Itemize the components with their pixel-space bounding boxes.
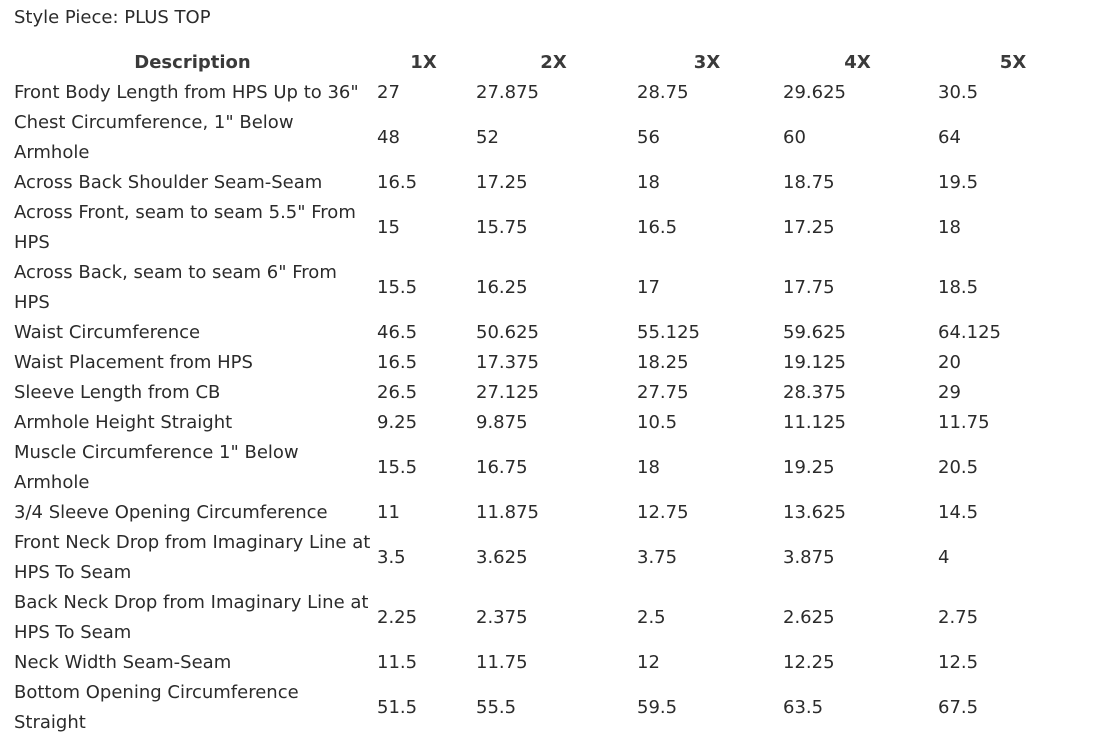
row-description: Waist Circumference bbox=[14, 322, 201, 343]
size-value-cell: 52 bbox=[476, 127, 499, 148]
size-value-cell: 20 bbox=[938, 352, 961, 373]
size-value-cell: 18 bbox=[938, 217, 961, 238]
size-value-cell: 2.625 bbox=[783, 607, 835, 628]
table-row bbox=[11, 438, 1091, 498]
size-value-cell: 67.5 bbox=[938, 697, 979, 718]
size-value-cell: 28.75 bbox=[637, 82, 689, 103]
row-description: Waist Placement from HPS bbox=[14, 352, 253, 373]
size-value-cell: 15.75 bbox=[476, 217, 528, 238]
size-value-cell: 18.5 bbox=[938, 277, 979, 298]
size-value-cell: 16.5 bbox=[637, 217, 678, 238]
size-value-cell: 9.875 bbox=[476, 412, 528, 433]
size-value-cell: 2.5 bbox=[637, 607, 666, 628]
size-value-cell: 55.125 bbox=[637, 322, 700, 343]
size-value-cell: 27.125 bbox=[476, 382, 539, 403]
table-row bbox=[11, 348, 1091, 378]
size-value-cell: 3.625 bbox=[476, 547, 528, 568]
row-description: Neck Width Seam-Seam bbox=[14, 652, 232, 673]
row-description: 3/4 Sleeve Opening Circumference bbox=[14, 502, 328, 523]
size-value-cell: 16.5 bbox=[377, 172, 418, 193]
size-value-cell: 17 bbox=[637, 277, 660, 298]
size-value-cell: 9.25 bbox=[377, 412, 418, 433]
size-value-cell: 55.5 bbox=[476, 697, 517, 718]
size-value-cell: 11.75 bbox=[476, 652, 528, 673]
size-value-cell: 4 bbox=[938, 547, 950, 568]
size-value-cell: 60 bbox=[783, 127, 806, 148]
table-row bbox=[11, 78, 1091, 108]
size-value-cell: 18.25 bbox=[637, 352, 689, 373]
size-value-cell: 15.5 bbox=[377, 457, 418, 478]
size-value-cell: 17.375 bbox=[476, 352, 539, 373]
row-description: Back Neck Drop from Imaginary Line at HPS To Seam bbox=[14, 592, 369, 643]
style-piece-title: Style Piece: PLUS TOP bbox=[14, 7, 211, 28]
size-value-cell: 3.875 bbox=[783, 547, 835, 568]
row-description: Front Neck Drop from Imaginary Line at HPS To Seam bbox=[14, 532, 371, 583]
size-value-cell: 10.5 bbox=[637, 412, 678, 433]
size-value-cell: 12.5 bbox=[938, 652, 979, 673]
size-value-cell: 12 bbox=[637, 652, 660, 673]
size-value-cell: 14.5 bbox=[938, 502, 979, 523]
size-value-cell: 59.5 bbox=[637, 697, 678, 718]
row-description: Bottom Opening Circumference Straight bbox=[14, 682, 299, 733]
size-value-cell: 16.75 bbox=[476, 457, 528, 478]
size-value-cell: 29.625 bbox=[783, 82, 846, 103]
size-value-cell: 17.25 bbox=[783, 217, 835, 238]
size-value-cell: 28.375 bbox=[783, 382, 846, 403]
row-description: Across Back, seam to seam 6" From HPS bbox=[14, 262, 337, 313]
table-row bbox=[11, 528, 1091, 588]
size-value-cell: 20.5 bbox=[938, 457, 979, 478]
size-value-cell: 11.125 bbox=[783, 412, 846, 433]
header-size-2x: 2X bbox=[540, 52, 567, 73]
size-value-cell: 27 bbox=[377, 82, 400, 103]
size-value-cell: 3.5 bbox=[377, 547, 406, 568]
table-header-row bbox=[11, 48, 1091, 78]
table-body bbox=[11, 78, 1091, 738]
size-value-cell: 64 bbox=[938, 127, 961, 148]
row-description: Armhole Height Straight bbox=[14, 412, 233, 433]
size-value-cell: 3.75 bbox=[637, 547, 678, 568]
header-size-3x: 3X bbox=[693, 52, 721, 73]
size-value-cell: 18 bbox=[637, 172, 660, 193]
size-value-cell: 19.5 bbox=[938, 172, 979, 193]
size-value-cell: 19.25 bbox=[783, 457, 835, 478]
size-value-cell: 11 bbox=[377, 502, 400, 523]
size-value-cell: 18.75 bbox=[783, 172, 835, 193]
size-value-cell: 12.75 bbox=[637, 502, 689, 523]
table-row bbox=[11, 498, 1091, 528]
size-value-cell: 15.5 bbox=[377, 277, 418, 298]
size-spec-table bbox=[11, 48, 1091, 738]
size-value-cell: 30.5 bbox=[938, 82, 979, 103]
size-value-cell: 64.125 bbox=[938, 322, 1001, 343]
size-value-cell: 18 bbox=[637, 457, 660, 478]
table-row bbox=[11, 258, 1091, 318]
size-value-cell: 27.875 bbox=[476, 82, 539, 103]
size-value-cell: 19.125 bbox=[783, 352, 846, 373]
table-row bbox=[11, 678, 1091, 738]
table-row bbox=[11, 318, 1091, 348]
size-value-cell: 16.25 bbox=[476, 277, 528, 298]
size-value-cell: 17.75 bbox=[783, 277, 835, 298]
row-description: Front Body Length from HPS Up to 36" bbox=[14, 82, 359, 103]
table-row bbox=[11, 408, 1091, 438]
header-size-5x: 5X bbox=[999, 52, 1027, 73]
row-description: Muscle Circumference 1" Below Armhole bbox=[14, 442, 299, 493]
size-value-cell: 11.5 bbox=[377, 652, 418, 673]
size-value-cell: 59.625 bbox=[783, 322, 846, 343]
size-value-cell: 17.25 bbox=[476, 172, 528, 193]
size-value-cell: 63.5 bbox=[783, 697, 824, 718]
row-description: Sleeve Length from CB bbox=[14, 382, 221, 403]
size-value-cell: 26.5 bbox=[377, 382, 418, 403]
header-size-4x: 4X bbox=[844, 52, 871, 73]
size-value-cell: 46.5 bbox=[377, 322, 418, 343]
size-value-cell: 13.625 bbox=[783, 502, 846, 523]
table-row bbox=[11, 378, 1091, 408]
table-row bbox=[11, 168, 1091, 198]
row-description: Across Front, seam to seam 5.5" From HPS bbox=[14, 202, 356, 253]
table-row bbox=[11, 648, 1091, 678]
size-value-cell: 12.25 bbox=[783, 652, 835, 673]
row-description: Chest Circumference, 1" Below Armhole bbox=[14, 112, 294, 163]
table-row bbox=[11, 108, 1091, 168]
size-value-cell: 2.75 bbox=[938, 607, 979, 628]
size-value-cell: 16.5 bbox=[377, 352, 418, 373]
size-value-cell: 15 bbox=[377, 217, 400, 238]
size-value-cell: 56 bbox=[637, 127, 660, 148]
size-value-cell: 29 bbox=[938, 382, 961, 403]
size-value-cell: 2.375 bbox=[476, 607, 528, 628]
size-value-cell: 11.75 bbox=[938, 412, 990, 433]
size-value-cell: 51.5 bbox=[377, 697, 418, 718]
size-value-cell: 2.25 bbox=[377, 607, 418, 628]
header-description: Description bbox=[134, 52, 251, 73]
size-value-cell: 48 bbox=[377, 127, 400, 148]
table-row bbox=[11, 588, 1091, 648]
table-row bbox=[11, 198, 1091, 258]
size-value-cell: 27.75 bbox=[637, 382, 689, 403]
size-value-cell: 50.625 bbox=[476, 322, 539, 343]
row-description: Across Back Shoulder Seam-Seam bbox=[14, 172, 323, 193]
header-size-1x: 1X bbox=[410, 52, 437, 73]
size-value-cell: 11.875 bbox=[476, 502, 539, 523]
